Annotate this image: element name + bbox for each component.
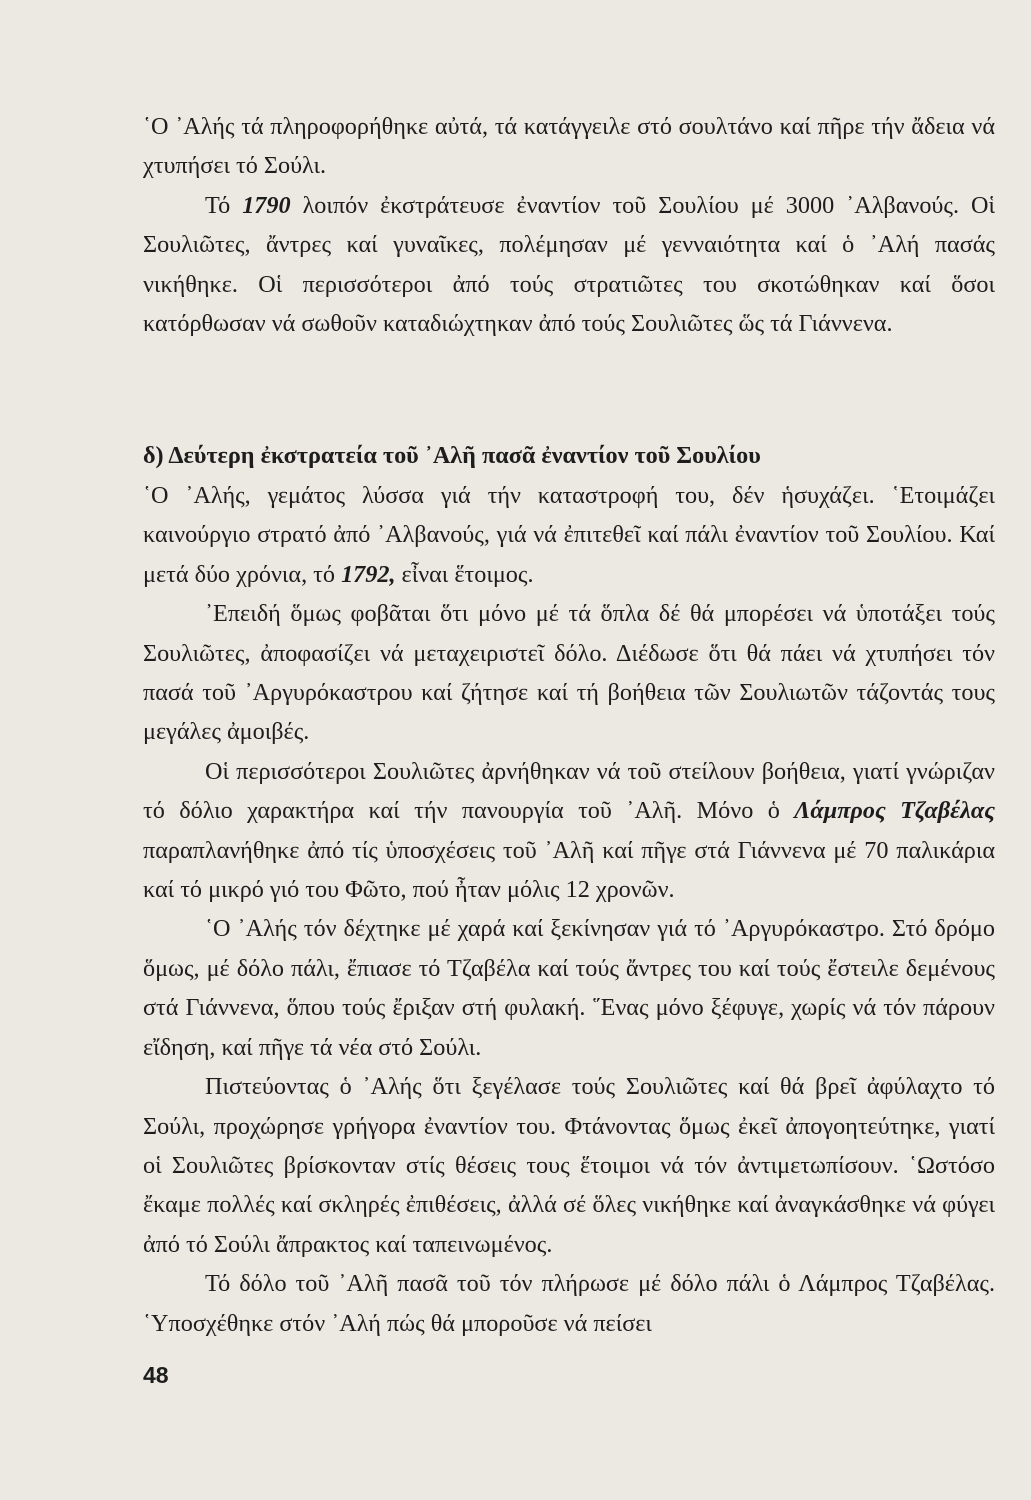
text-run: λοιπόν ἐκστράτευσε ἐναντίον τοῦ Σουλίου μέ 3000 ᾿Αλβανούς. Οἱ Σουλιῶτες, ἄντρες καί γυναῖκες, πολέμησαν μέ γενναιότητα καί ὁ ᾿Αλή πασάς νικήθηκε. Οἱ περισσότεροι ἀπό τούς στρατιῶτες του σκοτώθηκαν καί ὅσοι κατόρθωσαν νά σωθοῦν καταδιώχτηκαν ἀπό τούς Σουλιῶτες ὥς τά Γιάννενα. (143, 191, 996, 338)
paragraph (143, 186, 995, 344)
year-1792: 1792, (341, 560, 396, 588)
paragraph (143, 752, 995, 910)
text-run: Οἱ περισσότεροι Σουλιῶτες ἀρνήθηκαν νά τοῦ στείλουν βοήθεια, γιατί γνώριζαν τό δόλιο χαρακτήρα καί τήν πανουργία τοῦ ᾿Αλῆ. Μόνο ὁ (143, 757, 995, 825)
second-campaign-text-block (143, 476, 995, 1343)
paragraph (143, 476, 995, 594)
text-run: εἶναι ἕτοιμος. (395, 560, 534, 588)
section-heading: δ) Δεύτερη ἐκστρατεία τοῦ ᾿Αλῆ πασᾶ ἐναντίον τοῦ Σουλίου (143, 442, 761, 469)
text-run: παραπλανήθηκε ἀπό τίς ὑποσχέσεις τοῦ ᾿Αλῆ καί πῆγε στά Γιάννενα μέ 70 παλικάρια καί τό μικρό γιό του Φῶτο, πού ἦταν μόλις 12 χρονῶν. (143, 836, 995, 904)
paragraph: ᾿Επειδή ὅμως φοβᾶται ὅτι μόνο μέ τά ὅπλα δέ θά μπορέσει νά ὑποτάξει τούς Σουλιῶτες, ἀποφασίζει νά μεταχειριστεῖ δόλο. Διέδωσε ὅτι θά πάει νά χτυπήσει τόν πασά τοῦ ᾿Αργυρόκαστρου καί ζήτησε καί τή βοήθεια τῶν Σουλιωτῶν τάζοντάς τους μεγάλες ἀμοιβές. (143, 600, 995, 746)
text-run: ῾Ο ᾿Αλής, γεμάτος λύσσα γιά τήν καταστροφή του, δέν ἡσυχάζει. ῾Ετοιμάζει καινούργιο στρατό ἀπό ᾿Αλβανούς, γιά νά ἐπιτεθεῖ καί πάλι ἐναντίον τοῦ Σουλίου. Καί μετά δύο χρόνια, τό (143, 482, 995, 588)
intro-text-block (143, 107, 995, 343)
text-run: Τό (205, 191, 243, 219)
page-number: 48 (143, 1362, 169, 1388)
paragraph: ῾Ο ᾿Αλής τόν δέχτηκε μέ χαρά καί ξεκίνησαν γιά τό ᾿Αργυρόκαστρο. Στό δρόμο ὅμως, μέ δόλο πάλι, ἔπιασε τό Τζαβέλα καί τούς ἄντρες του καί τούς ἔστειλε δεμένους στά Γιάννενα, ὅπου τούς ἔριξαν στή φυλακή. ῞Ενας μόνο ξέφυγε, χωρίς νά τόν πάρουν εἴδηση, καί πῆγε τά νέα στό Σούλι. (143, 915, 995, 1061)
person-name: Λάμπρος Τζαβέλας (794, 797, 995, 825)
paragraph: Τό δόλο τοῦ ᾿Αλῆ πασᾶ τοῦ τόν πλήρωσε μέ δόλο πάλι ὁ Λάμπρος Τζαβέλας. ῾Υποσχέθηκε στόν ᾿Αλή πώς θά μποροῦσε νά πείσει (143, 1270, 995, 1337)
paragraph: Πιστεύοντας ὁ ᾿Αλής ὅτι ξεγέλασε τούς Σουλιῶτες καί θά βρεῖ ἀφύλαχτο τό Σούλι, προχώρησε γρήγορα ἐναντίον του. Φτάνοντας ὅμως ἐκεῖ ἀπογοητεύτηκε, γιατί οἱ Σουλιῶτες βρίσκονταν στίς θέσεις τους ἕτοιμοι νά τόν ἀντιμετωπίσουν. ῾Ωστόσο ἔκαμε πολλές καί σκληρές ἐπιθέσεις, ἀλλά σέ ὅλες νικήθηκε καί ἀναγκάσθηκε νά φύγει ἀπό τό Σούλι ἄπρακτος καί ταπεινωμένος. (143, 1073, 995, 1258)
year-1790: 1790 (242, 191, 291, 219)
paragraph: ῾Ο ᾿Αλής τά πληροφορήθηκε αὐτά, τά κατάγγειλε στό σουλτάνο καί πῆρε τήν ἄδεια νά χτυπήσει τό Σούλι. (143, 113, 995, 180)
